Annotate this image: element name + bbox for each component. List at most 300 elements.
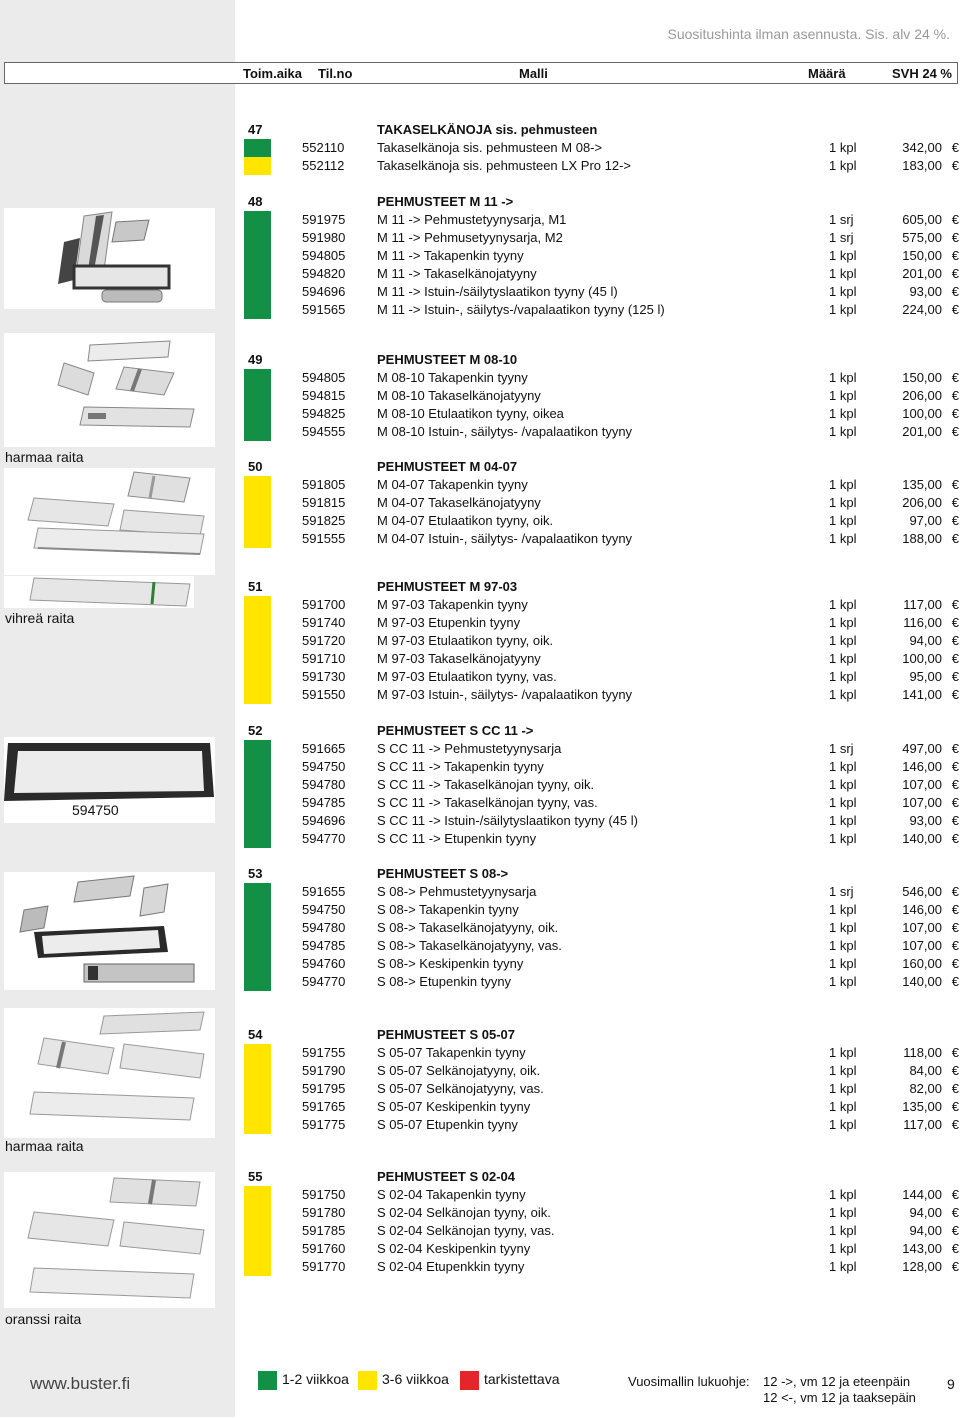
item-price: 201,00 xyxy=(902,424,942,439)
legend-red xyxy=(460,1371,559,1399)
item-price: 117,00 xyxy=(903,1117,942,1132)
euro-sign: € xyxy=(951,795,959,810)
table-row xyxy=(244,247,960,265)
section-number: 47 xyxy=(248,122,263,137)
table-row xyxy=(244,1186,960,1204)
euro-sign: € xyxy=(951,1223,959,1238)
euro-sign: € xyxy=(951,477,959,492)
item-quantity: 1 srj xyxy=(829,884,854,899)
item-description: S 08-> Takaselkänojatyyny, oik. xyxy=(377,920,559,935)
order-code: 591655 xyxy=(302,884,346,899)
order-code: 591980 xyxy=(302,230,346,245)
order-code: 594825 xyxy=(302,406,346,421)
item-quantity: 1 kpl xyxy=(829,302,857,317)
status-square xyxy=(244,476,271,494)
table-row xyxy=(244,937,960,955)
order-code: 591760 xyxy=(302,1241,346,1256)
item-quantity: 1 kpl xyxy=(829,513,857,528)
item-price: 143,00 xyxy=(902,1241,942,1256)
item-price: 160,00 xyxy=(902,956,942,971)
table-row xyxy=(244,596,960,614)
item-description: M 08-10 Takapenkin tyyny xyxy=(377,370,528,385)
item-quantity: 1 kpl xyxy=(829,1099,857,1114)
item-price: 82,00 xyxy=(909,1081,942,1096)
euro-sign: € xyxy=(951,406,959,421)
status-square xyxy=(244,1222,271,1240)
item-quantity: 1 kpl xyxy=(829,974,857,989)
status-square xyxy=(244,229,271,247)
table-row xyxy=(244,387,960,405)
euro-sign: € xyxy=(951,370,959,385)
section-title: TAKASELKÄNOJA sis. pehmusteen xyxy=(377,122,598,137)
order-code: 591710 xyxy=(302,651,346,666)
euro-sign: € xyxy=(951,1045,959,1060)
table-row xyxy=(244,139,960,157)
item-quantity: 1 kpl xyxy=(829,615,857,630)
status-square xyxy=(244,686,271,704)
item-quantity: 1 kpl xyxy=(829,956,857,971)
item-description: Takaselkänoja sis. pehmusteen LX Pro 12-> xyxy=(377,158,632,173)
product-image-s08 xyxy=(4,872,215,990)
item-description: M 04-07 Takapenkin tyyny xyxy=(377,477,528,492)
order-code: 594805 xyxy=(302,248,346,263)
item-price: 150,00 xyxy=(902,248,942,263)
item-description: S 02-04 Selkänojan tyyny, vas. xyxy=(377,1223,555,1238)
item-price: 100,00 xyxy=(902,406,942,421)
legend-red-label: tarkistettava xyxy=(484,1371,560,1388)
table-row xyxy=(244,668,960,686)
status-square xyxy=(244,139,271,157)
item-quantity: 1 kpl xyxy=(829,1205,857,1220)
item-quantity: 1 kpl xyxy=(829,531,857,546)
status-square xyxy=(244,530,271,548)
status-square xyxy=(244,405,271,423)
section-number: 50 xyxy=(248,459,263,474)
item-quantity: 1 kpl xyxy=(829,370,857,385)
product-image-m11 xyxy=(4,208,215,309)
table-row xyxy=(244,794,960,812)
section-52 xyxy=(244,722,960,848)
status-square xyxy=(244,973,271,991)
item-price: 146,00 xyxy=(902,902,942,917)
item-price: 546,00 xyxy=(902,884,942,899)
euro-sign: € xyxy=(951,1117,959,1132)
item-description: M 08-10 Takaselkänojatyyny xyxy=(377,388,541,403)
item-description: S 02-04 Takapenkin tyyny xyxy=(377,1187,526,1202)
item-description: S 08-> Keskipenkin tyyny xyxy=(377,956,524,971)
status-square xyxy=(244,830,271,848)
item-description: S 05-07 Takapenkin tyyny xyxy=(377,1045,526,1060)
status-square xyxy=(244,668,271,686)
table-row xyxy=(244,405,960,423)
item-description: S CC 11 -> Takaselkänojan tyyny, oik. xyxy=(377,777,595,792)
item-description: M 04-07 Etulaatikon tyyny, oik. xyxy=(377,513,554,528)
euro-sign: € xyxy=(951,651,959,666)
item-description: S 08-> Takaselkänojatyyny, vas. xyxy=(377,938,562,953)
section-title-row xyxy=(244,351,960,369)
section-title: PEHMUSTEET S 08-> xyxy=(377,866,509,881)
item-description: S 02-04 Keskipenkin tyyny xyxy=(377,1241,531,1256)
item-description: S CC 11 -> Pehmustetyynysarja xyxy=(377,741,562,756)
item-quantity: 1 kpl xyxy=(829,759,857,774)
item-quantity: 1 kpl xyxy=(829,248,857,263)
order-code: 591720 xyxy=(302,633,346,648)
item-description: M 08-10 Etulaatikon tyyny, oikea xyxy=(377,406,564,421)
status-square xyxy=(244,1116,271,1134)
caption-green-stripe: vihreä raita xyxy=(5,610,75,626)
euro-sign: € xyxy=(951,741,959,756)
item-quantity: 1 srj xyxy=(829,212,854,227)
euro-sign: € xyxy=(951,495,959,510)
table-row xyxy=(244,1098,960,1116)
item-quantity: 1 kpl xyxy=(829,813,857,828)
euro-sign: € xyxy=(951,1241,959,1256)
euro-sign: € xyxy=(951,920,959,935)
item-price: 183,00 xyxy=(902,158,942,173)
order-code: 594785 xyxy=(302,938,346,953)
item-quantity: 1 kpl xyxy=(829,158,857,173)
item-price: 497,00 xyxy=(902,741,942,756)
table-row xyxy=(244,1044,960,1062)
caption-orange-stripe: oranssi raita xyxy=(5,1311,82,1327)
item-description: Takaselkänoja sis. pehmusteen M 08-> xyxy=(377,140,603,155)
item-quantity: 1 kpl xyxy=(829,1187,857,1202)
section-title-row xyxy=(244,193,960,211)
legend-green xyxy=(258,1371,349,1399)
item-quantity: 1 kpl xyxy=(829,406,857,421)
item-description: S CC 11 -> Istuin-/säilytyslaatikon tyyny (45 l) xyxy=(377,813,638,828)
item-price: 150,00 xyxy=(902,370,942,385)
status-square xyxy=(244,387,271,405)
item-price: 201,00 xyxy=(902,266,942,281)
euro-sign: € xyxy=(951,1063,959,1078)
legend-yellow xyxy=(358,1371,449,1399)
status-square xyxy=(244,812,271,830)
item-description: M 04-07 Takaselkänojatyyny xyxy=(377,495,541,510)
item-description: S CC 11 -> Takapenkin tyyny xyxy=(377,759,544,774)
order-code: 591665 xyxy=(302,741,346,756)
euro-sign: € xyxy=(951,974,959,989)
caption-grey-stripe: harmaa raita xyxy=(5,449,84,465)
status-square xyxy=(244,1080,271,1098)
section-title-row xyxy=(244,1168,960,1186)
item-price: 93,00 xyxy=(909,813,942,828)
euro-sign: € xyxy=(951,531,959,546)
order-code: 552112 xyxy=(302,158,345,173)
order-code: 591780 xyxy=(302,1205,346,1220)
item-price: 94,00 xyxy=(909,1205,942,1220)
euro-sign: € xyxy=(951,597,959,612)
status-square xyxy=(244,369,271,387)
status-square xyxy=(244,494,271,512)
order-code: 594696 xyxy=(302,284,346,299)
table-row xyxy=(244,614,960,632)
order-code: 591740 xyxy=(302,615,346,630)
item-price: 107,00 xyxy=(902,920,942,935)
status-square xyxy=(244,955,271,973)
table-row xyxy=(244,1080,960,1098)
order-code: 591770 xyxy=(302,1259,346,1274)
item-price: 95,00 xyxy=(909,669,942,684)
item-description: M 11 -> Istuin-/säilytyslaatikon tyyny (45 l) xyxy=(377,284,618,299)
caption-594750: 594750 xyxy=(72,802,119,818)
section-49 xyxy=(244,351,960,441)
euro-sign: € xyxy=(951,813,959,828)
item-description: S 02-04 Etupenkkin tyyny xyxy=(377,1259,525,1274)
item-price: 140,00 xyxy=(902,974,942,989)
euro-sign: € xyxy=(951,902,959,917)
section-title: PEHMUSTEET M 04-07 xyxy=(377,459,518,474)
order-code: 591795 xyxy=(302,1081,346,1096)
item-price: 128,00 xyxy=(902,1259,942,1274)
price-note: Suositushinta ilman asennusta. Sis. alv 24 %. xyxy=(667,26,950,42)
item-quantity: 1 kpl xyxy=(829,633,857,648)
status-square xyxy=(244,758,271,776)
table-row xyxy=(244,812,960,830)
item-description: M 97-03 Etulaatikon tyyny, oik. xyxy=(377,633,554,648)
table-row xyxy=(244,955,960,973)
order-code: 594750 xyxy=(302,902,346,917)
item-quantity: 1 kpl xyxy=(829,902,857,917)
table-row xyxy=(244,423,960,441)
item-description: S 08-> Pehmustetyynysarja xyxy=(377,884,537,899)
section-55 xyxy=(244,1168,960,1276)
order-code: 594780 xyxy=(302,920,346,935)
item-quantity: 1 kpl xyxy=(829,424,857,439)
section-number: 54 xyxy=(248,1027,263,1042)
euro-sign: € xyxy=(951,1259,959,1274)
euro-sign: € xyxy=(951,230,959,245)
item-quantity: 1 kpl xyxy=(829,1045,857,1060)
euro-sign: € xyxy=(951,140,959,155)
table-row xyxy=(244,901,960,919)
item-quantity: 1 kpl xyxy=(829,777,857,792)
section-title-row xyxy=(244,121,960,139)
status-square xyxy=(244,1186,271,1204)
order-code: 591550 xyxy=(302,687,346,702)
item-price: 342,00 xyxy=(902,140,942,155)
col-delivery: Toim.aika xyxy=(243,66,303,81)
item-price: 107,00 xyxy=(902,777,942,792)
item-description: M 97-03 Takaselkänojatyyny xyxy=(377,651,541,666)
item-price: 146,00 xyxy=(902,759,942,774)
section-title-row xyxy=(244,1026,960,1044)
euro-sign: € xyxy=(951,759,959,774)
order-code: 594815 xyxy=(302,388,346,403)
item-description: S CC 11 -> Etupenkin tyyny xyxy=(377,831,537,846)
status-square xyxy=(244,776,271,794)
item-price: 118,00 xyxy=(903,1045,942,1060)
table-row xyxy=(244,883,960,901)
table-row xyxy=(244,229,960,247)
col-price: SVH 24 % xyxy=(892,66,952,81)
section-47 xyxy=(244,121,960,175)
section-number: 52 xyxy=(248,723,263,738)
order-code: 594770 xyxy=(302,831,346,846)
item-quantity: 1 kpl xyxy=(829,938,857,953)
legend-yellow-swatch xyxy=(358,1371,377,1390)
column-header-bar xyxy=(4,62,958,84)
section-title-row xyxy=(244,458,960,476)
section-title: PEHMUSTEET M 11 -> xyxy=(377,194,514,209)
status-square xyxy=(244,937,271,955)
euro-sign: € xyxy=(951,266,959,281)
status-square xyxy=(244,512,271,530)
item-description: M 11 -> Pehmustetyynysarja, M1 xyxy=(377,212,567,227)
euro-sign: € xyxy=(951,388,959,403)
status-square xyxy=(244,632,271,650)
item-quantity: 1 kpl xyxy=(829,597,857,612)
order-code: 594555 xyxy=(302,424,346,439)
table-row xyxy=(244,283,960,301)
item-quantity: 1 kpl xyxy=(829,1063,857,1078)
item-price: 117,00 xyxy=(903,597,942,612)
product-image-m0810 xyxy=(4,333,215,447)
euro-sign: € xyxy=(951,938,959,953)
section-number: 51 xyxy=(248,579,263,594)
section-51 xyxy=(244,578,960,704)
euro-sign: € xyxy=(951,669,959,684)
euro-sign: € xyxy=(951,884,959,899)
item-quantity: 1 kpl xyxy=(829,669,857,684)
year-key-line1: 12 ->, vm 12 ja eteenpäin xyxy=(763,1374,911,1389)
product-image-m9703 xyxy=(4,576,194,608)
euro-sign: € xyxy=(951,1205,959,1220)
table-row xyxy=(244,830,960,848)
table-row xyxy=(244,476,960,494)
item-quantity: 1 kpl xyxy=(829,831,857,846)
status-square xyxy=(244,247,271,265)
item-quantity: 1 kpl xyxy=(829,284,857,299)
table-row xyxy=(244,530,960,548)
website-link[interactable]: www.buster.fi xyxy=(30,1374,131,1393)
status-square xyxy=(244,919,271,937)
table-row xyxy=(244,776,960,794)
item-price: 84,00 xyxy=(909,1063,942,1078)
order-code: 591565 xyxy=(302,302,346,317)
status-square xyxy=(244,740,271,758)
order-code: 591790 xyxy=(302,1063,346,1078)
order-code: 591825 xyxy=(302,513,346,528)
section-number: 55 xyxy=(248,1169,263,1184)
status-square xyxy=(244,1098,271,1116)
item-price: 135,00 xyxy=(902,477,942,492)
order-code: 591775 xyxy=(302,1117,346,1132)
page-number: 9 xyxy=(947,1376,955,1392)
order-code: 594696 xyxy=(302,813,346,828)
item-description: S 05-07 Selkänojatyyny, oik. xyxy=(377,1063,541,1078)
item-quantity: 1 kpl xyxy=(829,1241,857,1256)
euro-sign: € xyxy=(951,615,959,630)
product-image-s0507 xyxy=(4,1008,215,1138)
item-quantity: 1 kpl xyxy=(829,1259,857,1274)
section-53 xyxy=(244,865,960,991)
item-price: 605,00 xyxy=(902,212,942,227)
item-description: S 08-> Takapenkin tyyny xyxy=(377,902,519,917)
item-quantity: 1 kpl xyxy=(829,651,857,666)
table-row xyxy=(244,632,960,650)
order-code: 591750 xyxy=(302,1187,346,1202)
order-code: 591975 xyxy=(302,212,346,227)
table-row xyxy=(244,1116,960,1134)
item-quantity: 1 srj xyxy=(829,741,854,756)
status-square xyxy=(244,794,271,812)
status-square xyxy=(244,423,271,441)
item-description: M 11 -> Istuin-, säilytys-/vapalaatikon tyyny (125 l) xyxy=(377,302,665,317)
order-code: 591755 xyxy=(302,1045,346,1060)
order-code: 591555 xyxy=(302,531,346,546)
status-square xyxy=(244,1044,271,1062)
item-price: 141,00 xyxy=(902,687,942,702)
product-image-s0204 xyxy=(4,1172,215,1308)
order-code: 594820 xyxy=(302,266,346,281)
order-code: 594770 xyxy=(302,974,346,989)
legend-green-label: 1-2 viikkoa xyxy=(282,1371,349,1388)
order-code: 594805 xyxy=(302,370,346,385)
item-price: 206,00 xyxy=(902,388,942,403)
table-row xyxy=(244,494,960,512)
table-row xyxy=(244,1240,960,1258)
euro-sign: € xyxy=(951,1187,959,1202)
item-price: 206,00 xyxy=(902,495,942,510)
section-title-row xyxy=(244,865,960,883)
table-row xyxy=(244,686,960,704)
order-code: 594785 xyxy=(302,795,346,810)
euro-sign: € xyxy=(951,212,959,227)
section-title-row xyxy=(244,578,960,596)
table-row xyxy=(244,1258,960,1276)
legend-red-swatch xyxy=(460,1371,479,1390)
item-description: M 08-10 Istuin-, säilytys- /vapalaatikon tyyny xyxy=(377,424,633,439)
table-row xyxy=(244,512,960,530)
item-price: 144,00 xyxy=(902,1187,942,1202)
euro-sign: € xyxy=(951,158,959,173)
status-square xyxy=(244,1204,271,1222)
item-quantity: 1 kpl xyxy=(829,388,857,403)
euro-sign: € xyxy=(951,302,959,317)
order-code: 594780 xyxy=(302,777,346,792)
status-square xyxy=(244,1062,271,1080)
item-description: S CC 11 -> Takaselkänojan tyyny, vas. xyxy=(377,795,598,810)
item-description: M 11 -> Pehmusetyynysarja, M2 xyxy=(377,230,563,245)
item-price: 140,00 xyxy=(902,831,942,846)
status-square xyxy=(244,614,271,632)
section-title: PEHMUSTEET S 02-04 xyxy=(377,1169,515,1184)
item-description: S 05-07 Selkänojatyyny, vas. xyxy=(377,1081,544,1096)
item-price: 97,00 xyxy=(909,513,942,528)
item-price: 107,00 xyxy=(902,795,942,810)
section-50 xyxy=(244,458,960,548)
euro-sign: € xyxy=(951,831,959,846)
item-description: M 97-03 Istuin-, säilytys- /vapalaatikon tyyny xyxy=(377,687,633,702)
table-row xyxy=(244,973,960,991)
section-title: PEHMUSTEET S CC 11 -> xyxy=(377,723,534,738)
product-image-m0407 xyxy=(4,468,215,575)
status-square xyxy=(244,596,271,614)
year-key-label: Vuosimallin lukuohje: xyxy=(628,1374,750,1389)
section-title: PEHMUSTEET M 08-10 xyxy=(377,352,518,367)
item-description: S 05-07 Keskipenkin tyyny xyxy=(377,1099,531,1114)
status-square xyxy=(244,211,271,229)
euro-sign: € xyxy=(951,633,959,648)
euro-sign: € xyxy=(951,687,959,702)
order-code: 594760 xyxy=(302,956,346,971)
item-price: 188,00 xyxy=(902,531,942,546)
item-quantity: 1 kpl xyxy=(829,266,857,281)
order-code: 591765 xyxy=(302,1099,346,1114)
section-number: 53 xyxy=(248,866,263,881)
item-price: 135,00 xyxy=(902,1099,942,1114)
